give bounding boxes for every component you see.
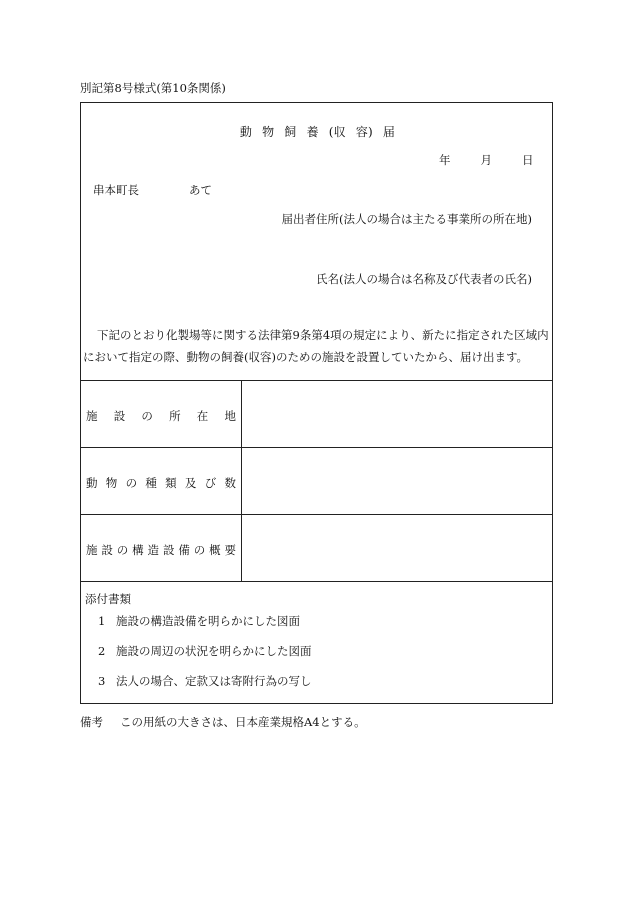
form-number-header: 別記第8号様式(第10条関係) [80, 81, 226, 95]
attachment-text: 施設の構造設備を明らかにした図面 [116, 614, 300, 628]
day-label: 日 [522, 153, 534, 167]
title-char: 物 [262, 125, 275, 139]
attachment-number: 3 [98, 674, 106, 688]
animal-type-count-label: 動物の種類及び数 [86, 476, 236, 490]
attachment-number: 2 [98, 644, 106, 658]
remarks-label: 備考 [80, 715, 103, 729]
form-title [81, 123, 554, 140]
facility-location-label: 施設の所在地 [86, 409, 236, 423]
divider [81, 514, 552, 515]
declaration-text: 下記のとおり化製場等に関する法律第9条第4項の規定により、新たに指定された区域内において指定の際、動物の飼養(収容)のための施設を設置していたから、届け出ます。 [83, 328, 549, 364]
applicant-address-label: 届出者住所(法人の場合は主たる事業所の所在地) [281, 212, 532, 226]
attachments-title: 添付書類 [85, 592, 131, 606]
remarks-text: この用紙の大きさは、日本産業規格A4とする。 [120, 715, 366, 729]
facility-structure-label: 施設の構造設備の概要 [86, 543, 236, 557]
title-char: 動 [239, 125, 253, 139]
declaration-statement [83, 324, 549, 368]
addressee-name: 串本町長 [93, 183, 139, 197]
addressee-suffix: あて [189, 183, 212, 197]
attachment-text: 法人の場合、定款又は寄附行為の写し [116, 674, 312, 688]
title-char: 飼 [284, 125, 297, 139]
applicant-name-label: 氏名(法人の場合は名称及び代表者の氏名) [316, 272, 532, 286]
attachment-item [98, 643, 312, 659]
attachment-item [98, 673, 312, 689]
column-divider [241, 380, 242, 581]
remarks-note [80, 714, 366, 730]
attachment-text: 施設の周辺の状況を明らかにした図面 [116, 644, 312, 658]
title-char: (収 [328, 125, 346, 139]
divider [81, 380, 552, 381]
divider [81, 447, 552, 448]
year-label: 年 [439, 153, 451, 167]
divider [81, 581, 552, 582]
notification-form [80, 102, 553, 704]
title-char: 容) [355, 125, 373, 139]
title-char: 届 [382, 125, 396, 139]
attachment-number: 1 [98, 614, 106, 628]
month-label: 月 [480, 153, 492, 167]
attachment-item [98, 613, 300, 629]
title-char: 養 [306, 125, 319, 139]
date-line [439, 152, 534, 168]
